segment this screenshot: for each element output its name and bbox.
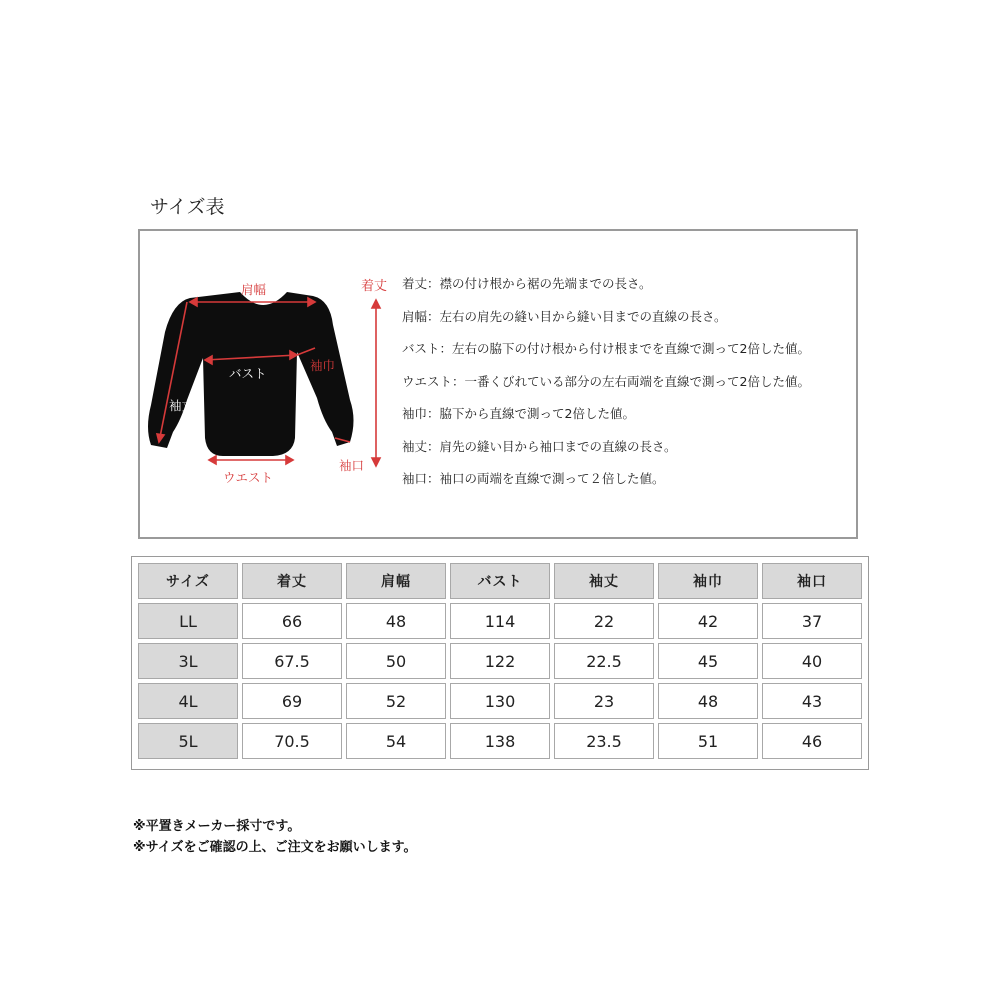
table-cell: 114 — [450, 603, 550, 639]
table-cell: 23 — [554, 683, 654, 719]
size-table — [131, 556, 869, 770]
desc-cuff — [402, 471, 852, 504]
size-chart-table — [134, 559, 866, 763]
desc-waist — [402, 374, 852, 407]
table-cell: 48 — [658, 683, 758, 719]
table-cell: 43 — [762, 683, 862, 719]
label-sleeve-length: 袖丈 — [169, 398, 195, 413]
desc-text: 一番くびれている部分の左右両端を直線で測って2倍した値。 — [464, 373, 810, 389]
length-arrow-bottom — [372, 458, 380, 466]
sweater-illustration — [145, 270, 405, 500]
desc-term: ウエスト ： — [402, 374, 465, 389]
table-cell: 42 — [658, 603, 758, 639]
measurement-descriptions — [402, 276, 852, 504]
waist-arrow-left — [209, 456, 216, 464]
length-arrow-top — [372, 300, 380, 308]
desc-text: 襟の付け根から裾の先端までの長さ。 — [439, 276, 652, 291]
desc-length — [402, 276, 852, 309]
header-size: サイズ — [138, 563, 238, 599]
desc-text: 脇下から直線で測って2倍した値。 — [439, 406, 635, 421]
label-waist: ウエスト — [223, 470, 274, 485]
label-cuff: 袖口 — [339, 458, 365, 473]
note-measurement: ※平置きメーカー採寸です。 — [133, 819, 301, 834]
desc-text: 左右の脇下の付け根から付け根までを直線で測って2倍した値。 — [452, 341, 810, 356]
size-cell: 3L — [138, 643, 238, 679]
desc-term: 袖丈 ： — [402, 439, 440, 454]
table-row — [138, 643, 862, 679]
desc-bust — [402, 341, 852, 374]
table-cell: 130 — [450, 683, 550, 719]
table-cell: 122 — [450, 643, 550, 679]
size-cell: 5L — [138, 723, 238, 759]
desc-term: 袖口 ： — [402, 471, 440, 486]
desc-sleeve-width — [402, 406, 852, 439]
table-cell: 51 — [658, 723, 758, 759]
sweater-diagram — [145, 270, 405, 500]
header-sleeve-length: 袖丈 — [554, 563, 654, 599]
table-cell: 45 — [658, 643, 758, 679]
table-row — [138, 683, 862, 719]
table-cell: 22.5 — [554, 643, 654, 679]
desc-text: 左右の肩先の縫い目から縫い目までの直線の長さ。 — [439, 308, 727, 324]
desc-term: 着丈 ： — [402, 276, 440, 291]
desc-term: 袖巾 ： — [402, 406, 440, 421]
table-cell: 50 — [346, 643, 446, 679]
desc-shoulder — [402, 309, 852, 342]
note-confirm-size: ※サイズをご確認の上、ご注文をお願いします。 — [133, 840, 417, 855]
desc-term: バスト ： — [402, 341, 452, 356]
table-cell: 67.5 — [242, 643, 342, 679]
header-sleeve-width: 袖巾 — [658, 563, 758, 599]
desc-sleeve-length — [402, 439, 852, 472]
table-cell: 40 — [762, 643, 862, 679]
table-cell: 23.5 — [554, 723, 654, 759]
desc-text: 袖口の両端を直線で測って２倍した値。 — [439, 471, 665, 486]
label-length: 着丈 — [361, 279, 388, 294]
table-cell: 66 — [242, 603, 342, 639]
desc-term: 肩幅 ： — [402, 309, 440, 324]
page-title: サイズ表 — [150, 196, 225, 218]
notes — [133, 816, 417, 858]
table-cell: 52 — [346, 683, 446, 719]
size-cell: LL — [138, 603, 238, 639]
header-cuff: 袖口 — [762, 563, 862, 599]
table-row — [138, 723, 862, 759]
table-cell: 46 — [762, 723, 862, 759]
label-shoulder: 肩幅 — [241, 282, 267, 297]
waist-arrow-right — [286, 456, 293, 464]
label-sleeve-width: 袖巾 — [310, 358, 336, 373]
table-row — [138, 603, 862, 639]
table-cell: 138 — [450, 723, 550, 759]
size-cell: 4L — [138, 683, 238, 719]
table-cell: 37 — [762, 603, 862, 639]
table-header-row — [138, 563, 862, 599]
header-bust: バスト — [450, 563, 550, 599]
table-cell: 70.5 — [242, 723, 342, 759]
desc-text: 肩先の縫い目から袖口までの直線の長さ。 — [439, 438, 677, 454]
table-cell: 48 — [346, 603, 446, 639]
table-cell: 69 — [242, 683, 342, 719]
table-cell: 22 — [554, 603, 654, 639]
label-bust: バスト — [229, 366, 267, 381]
header-shoulder: 肩幅 — [346, 563, 446, 599]
header-length: 着丈 — [242, 563, 342, 599]
table-cell: 54 — [346, 723, 446, 759]
